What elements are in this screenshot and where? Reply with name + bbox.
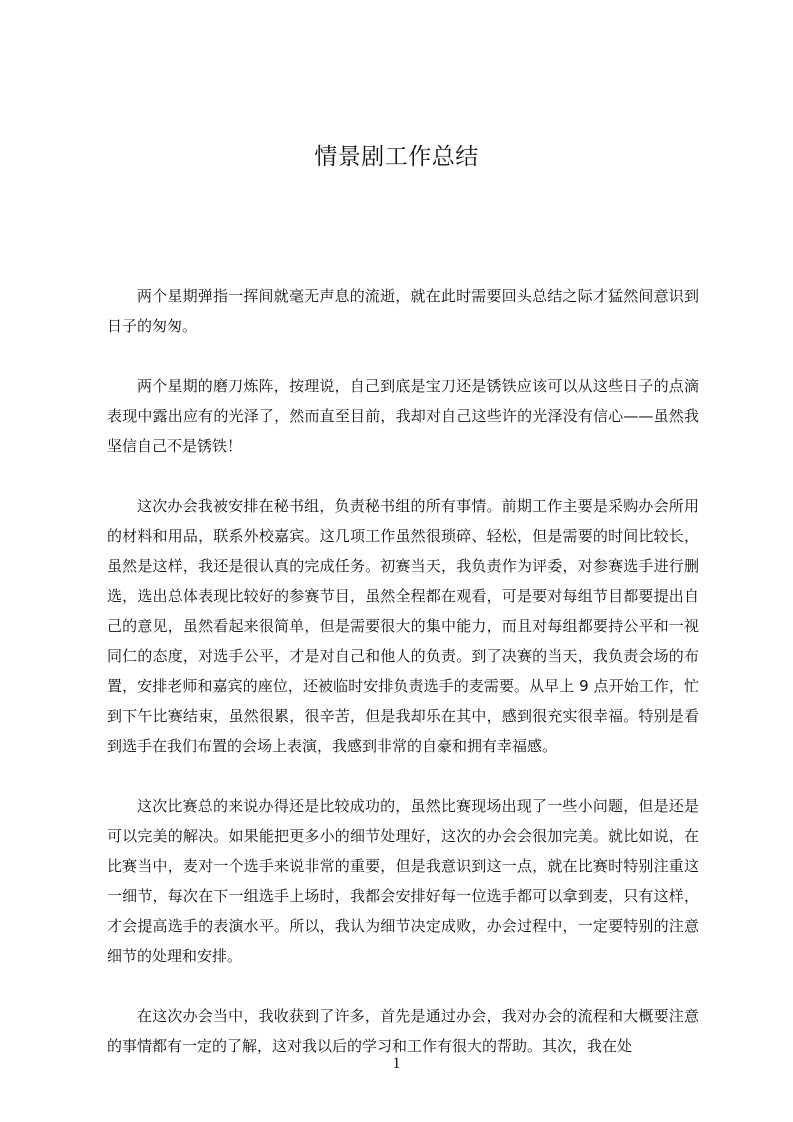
document-body xyxy=(107,281,699,1091)
paragraph-1: 两个星期弹指一挥间就毫无声息的流逝，就在此时需要回头总结之际才猛然间意识到日子的匆匆。 xyxy=(107,287,699,335)
paragraph-5: 在这次办会当中，我收获到了许多，首先是通过办会，我对办会的流程和大概要注意的事情都有一定的了解，这对我以后的学习和工作有很大的帮助。其次，我在处 xyxy=(107,1007,699,1055)
paragraph-2: 两个星期的磨刀炼阵，按理说，自己到底是宝刀还是锈铁应该可以从这些日子的点滴表现中露出应有的光泽了，然而直至目前，我却对自己这些许的光泽没有信心——虽然我坚信自己不是锈铁！ xyxy=(107,377,699,455)
page-number: 1 xyxy=(392,1055,401,1072)
page-title: 情景剧工作总结 xyxy=(314,144,479,170)
paragraph-4: 这次比赛总的来说办得还是比较成功的，虽然比赛现场出现了一些小问题，但是还是可以完美的解决。如果能把更多小的细节处理好，这次的办会会很加完美。就比如说，在比赛当中，麦对一个选手来说非常的重要，但是我意识到这一点，就在比赛时特别注重这一细节，每次在下一组选手上场时，我都会安排好每一位选手都可以拿到麦，只有这样，才会提高选手的表演水平。所以，我认为细节决定成败，办会过程中，一定要特别的注意细节的处理和安排。 xyxy=(107,797,699,965)
paragraph-3: 这次办会我被安排在秘书组，负责秘书组的所有事情。前期工作主要是采购办会所用的材料和用品，联系外校嘉宾。这几项工作虽然很琐碎、轻松，但是需要的时间比较长，虽然是这样，我还是很认真的完成任务。初赛当天，我负责作为评委，对参赛选手进行删选，选出总体表现比较好的参赛节目，虽然全程都在观看，可是要对每组节目都要提出自己的意见，虽然看起来很简单，但是需要很大的集中能力，而且对每组都要持公平和一视同仁的态度，对选手公平，才是对自己和他人的负责。到了决赛的当天，我负责会场的布置，安排老师和嘉宾的座位，还被临时安排负责选手的麦需要。从早上 9 点开始工作，忙到下午比赛结束，虽然很累，很辛苦，但是我却乐在其中，感到很充实很幸福。特别是看到选手在我们布置的会场上表演，我感到非常的自豪和拥有幸福感。 xyxy=(107,497,699,755)
